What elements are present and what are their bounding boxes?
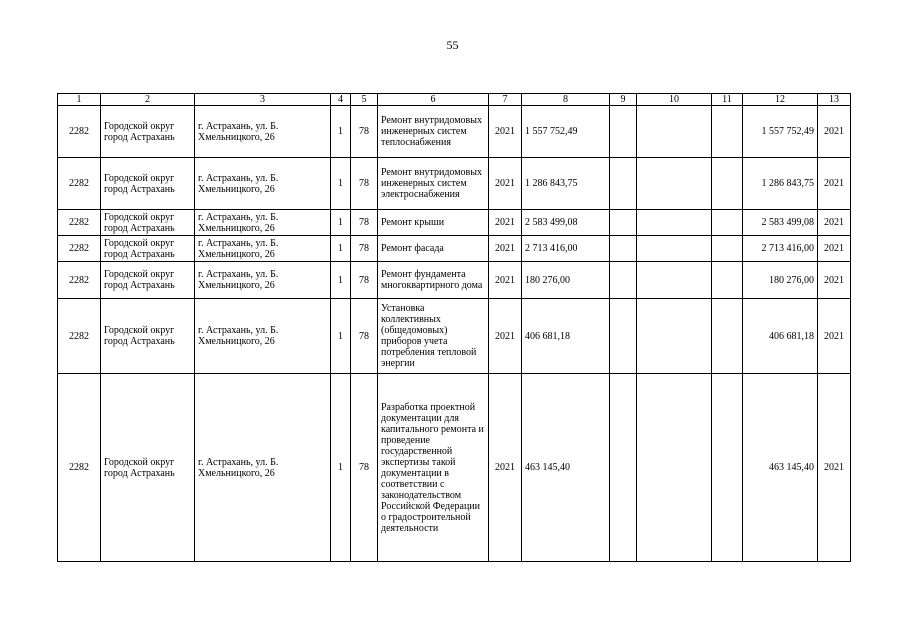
- work-type-cell: Ремонт фундамента многоквартирного дома: [378, 262, 489, 299]
- work-type-cell: Ремонт фасада: [378, 236, 489, 262]
- table-row: [58, 262, 851, 299]
- row-id: 2282: [58, 106, 101, 158]
- table-row: [58, 236, 851, 262]
- col11-cell: [712, 262, 743, 299]
- col10-cell: [637, 374, 712, 562]
- municipality-cell: Городской округ город Астрахань: [101, 374, 195, 562]
- year-end-cell: 2021: [818, 374, 851, 562]
- address-cell: г. Астрахань, ул. Б. Хмельницкого, 26: [195, 262, 331, 299]
- address-cell: г. Астрахань, ул. Б. Хмельницкого, 26: [195, 299, 331, 374]
- total-cell: 1 286 843,75: [743, 158, 818, 210]
- col5-cell: 78: [351, 262, 378, 299]
- year-cell: 2021: [489, 210, 522, 236]
- column-number: 7: [489, 94, 522, 106]
- col9-cell: [610, 299, 637, 374]
- column-number: 9: [610, 94, 637, 106]
- col5-cell: 78: [351, 210, 378, 236]
- work-type-cell: Ремонт внутридомовых инженерных систем электроснабжения: [378, 158, 489, 210]
- capital-repair-table: [57, 93, 851, 562]
- year-cell: 2021: [489, 158, 522, 210]
- total-cell: 406 681,18: [743, 299, 818, 374]
- total-cell: 180 276,00: [743, 262, 818, 299]
- work-type-cell: Ремонт внутридомовых инженерных систем теплоснабжения: [378, 106, 489, 158]
- col4-cell: 1: [331, 236, 351, 262]
- cost-cell: 180 276,00: [522, 262, 610, 299]
- total-cell: 463 145,40: [743, 374, 818, 562]
- col9-cell: [610, 158, 637, 210]
- total-cell: 2 713 416,00: [743, 236, 818, 262]
- municipality-cell: Городской округ город Астрахань: [101, 299, 195, 374]
- col10-cell: [637, 299, 712, 374]
- column-number: 5: [351, 94, 378, 106]
- col4-cell: 1: [331, 299, 351, 374]
- cost-cell: 1 286 843,75: [522, 158, 610, 210]
- col5-cell: 78: [351, 374, 378, 562]
- col4-cell: 1: [331, 374, 351, 562]
- row-id: 2282: [58, 374, 101, 562]
- row-id: 2282: [58, 299, 101, 374]
- address-cell: г. Астрахань, ул. Б. Хмельницкого, 26: [195, 236, 331, 262]
- table-row: [58, 210, 851, 236]
- total-cell: 2 583 499,08: [743, 210, 818, 236]
- address-cell: г. Астрахань, ул. Б. Хмельницкого, 26: [195, 374, 331, 562]
- col4-cell: 1: [331, 262, 351, 299]
- col5-cell: 78: [351, 299, 378, 374]
- cost-cell: 2 713 416,00: [522, 236, 610, 262]
- year-end-cell: 2021: [818, 210, 851, 236]
- year-cell: 2021: [489, 236, 522, 262]
- year-end-cell: 2021: [818, 236, 851, 262]
- column-number: 10: [637, 94, 712, 106]
- year-cell: 2021: [489, 262, 522, 299]
- column-number: 2: [101, 94, 195, 106]
- municipality-cell: Городской округ город Астрахань: [101, 158, 195, 210]
- col10-cell: [637, 262, 712, 299]
- cost-cell: 463 145,40: [522, 374, 610, 562]
- page-number: 55: [446, 38, 459, 52]
- column-number: 12: [743, 94, 818, 106]
- column-number: 1: [58, 94, 101, 106]
- column-number-row: [58, 94, 851, 106]
- column-number: 4: [331, 94, 351, 106]
- cost-cell: 1 557 752,49: [522, 106, 610, 158]
- col11-cell: [712, 106, 743, 158]
- year-end-cell: 2021: [818, 262, 851, 299]
- column-number: 8: [522, 94, 610, 106]
- col11-cell: [712, 210, 743, 236]
- col4-cell: 1: [331, 106, 351, 158]
- address-cell: г. Астрахань, ул. Б. Хмельницкого, 26: [195, 210, 331, 236]
- year-cell: 2021: [489, 374, 522, 562]
- table-row: [58, 374, 851, 562]
- column-number: 6: [378, 94, 489, 106]
- address-cell: г. Астрахань, ул. Б. Хмельницкого, 26: [195, 106, 331, 158]
- col5-cell: 78: [351, 236, 378, 262]
- work-type-cell: Ремонт крыши: [378, 210, 489, 236]
- table-row: [58, 106, 851, 158]
- col10-cell: [637, 106, 712, 158]
- table-row: [58, 158, 851, 210]
- col9-cell: [610, 210, 637, 236]
- col5-cell: 78: [351, 106, 378, 158]
- total-cell: 1 557 752,49: [743, 106, 818, 158]
- municipality-cell: Городской округ город Астрахань: [101, 106, 195, 158]
- address-cell: г. Астрахань, ул. Б. Хмельницкого, 26: [195, 158, 331, 210]
- municipality-cell: Городской округ город Астрахань: [101, 262, 195, 299]
- col11-cell: [712, 299, 743, 374]
- year-end-cell: 2021: [818, 299, 851, 374]
- col9-cell: [610, 236, 637, 262]
- col4-cell: 1: [331, 158, 351, 210]
- year-cell: 2021: [489, 106, 522, 158]
- municipality-cell: Городской округ город Астрахань: [101, 236, 195, 262]
- col11-cell: [712, 236, 743, 262]
- col10-cell: [637, 210, 712, 236]
- municipality-cell: Городской округ город Астрахань: [101, 210, 195, 236]
- cost-cell: 2 583 499,08: [522, 210, 610, 236]
- col5-cell: 78: [351, 158, 378, 210]
- col11-cell: [712, 158, 743, 210]
- col10-cell: [637, 236, 712, 262]
- work-type-cell: Установка коллективных (общедомовых) приборов учета потребления тепловой энергии: [378, 299, 489, 374]
- year-end-cell: 2021: [818, 106, 851, 158]
- col9-cell: [610, 106, 637, 158]
- row-id: 2282: [58, 158, 101, 210]
- col9-cell: [610, 262, 637, 299]
- col10-cell: [637, 158, 712, 210]
- table-row: [58, 299, 851, 374]
- year-cell: 2021: [489, 299, 522, 374]
- col9-cell: [610, 374, 637, 562]
- column-number: 3: [195, 94, 331, 106]
- column-number: 13: [818, 94, 851, 106]
- col11-cell: [712, 374, 743, 562]
- year-end-cell: 2021: [818, 158, 851, 210]
- row-id: 2282: [58, 210, 101, 236]
- cost-cell: 406 681,18: [522, 299, 610, 374]
- work-type-cell: Разработка проектной документации для капитального ремонта и проведение государственной экспертизы такой документации в соответствии с законодательством Российской Федерации о градостроительной деятельности: [378, 374, 489, 562]
- column-number: 11: [712, 94, 743, 106]
- col4-cell: 1: [331, 210, 351, 236]
- row-id: 2282: [58, 236, 101, 262]
- row-id: 2282: [58, 262, 101, 299]
